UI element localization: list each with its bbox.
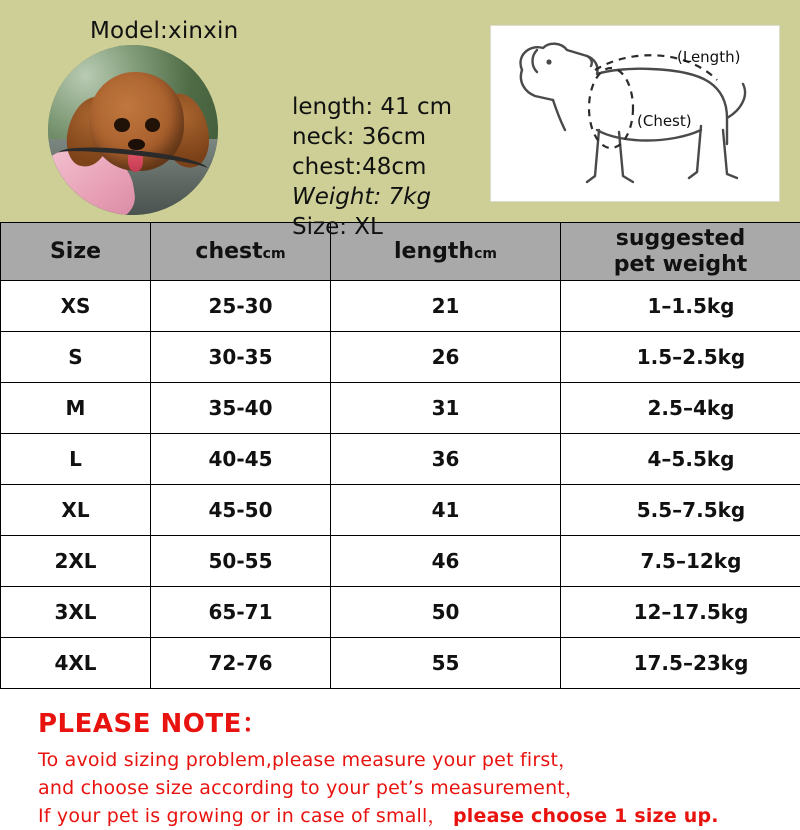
- table-row: [1, 434, 800, 485]
- spec-length: length: 41 cm: [292, 92, 480, 122]
- spec-weight: Weight: 7kg: [292, 182, 480, 212]
- spec-list: [292, 92, 480, 242]
- spec-size: Size: XL: [292, 212, 480, 242]
- cell-size: XS: [1, 281, 151, 332]
- cell-chest: 45-50: [151, 485, 331, 536]
- cell-length: 21: [331, 281, 561, 332]
- pet-photo: [48, 45, 218, 215]
- cell-chest: 65-71: [151, 587, 331, 638]
- table-row: [1, 587, 800, 638]
- cell-size: 2XL: [1, 536, 151, 587]
- cell-chest: 35-40: [151, 383, 331, 434]
- cell-length: 50: [331, 587, 561, 638]
- cell-size: S: [1, 332, 151, 383]
- cell-chest: 72-76: [151, 638, 331, 689]
- cell-size: 3XL: [1, 587, 151, 638]
- measurement-diagram: [490, 25, 780, 202]
- cell-weight: 7.5–12kg: [561, 536, 800, 587]
- size-table: [0, 222, 800, 689]
- cell-weight: 2.5–4kg: [561, 383, 800, 434]
- note-line-3-strong: please choose 1 size up.: [453, 805, 719, 827]
- cell-length: 55: [331, 638, 561, 689]
- cell-chest: 50-55: [151, 536, 331, 587]
- note-line-2: and choose size according to your pet’s measurement，: [38, 774, 800, 802]
- table-row: [1, 638, 800, 689]
- header-weight: suggested pet weight: [561, 223, 800, 281]
- table-row: [1, 281, 800, 332]
- table-row: [1, 485, 800, 536]
- cell-weight: 5.5–7.5kg: [561, 485, 800, 536]
- diagram-chest-label: (Chest): [637, 112, 692, 130]
- diagram-length-label: (Length): [677, 48, 740, 66]
- cell-size: XL: [1, 485, 151, 536]
- note-title: PLEASE NOTE：: [38, 703, 800, 740]
- cell-size: M: [1, 383, 151, 434]
- table-row: [1, 383, 800, 434]
- table-row: [1, 332, 800, 383]
- cell-weight: 4–5.5kg: [561, 434, 800, 485]
- note-line-1: To avoid sizing problem,please measure your pet first，: [38, 746, 800, 774]
- top-panel: [0, 0, 800, 222]
- cell-chest: 25-30: [151, 281, 331, 332]
- header-length-unit: cm: [474, 246, 497, 262]
- spec-neck: neck: 36cm: [292, 122, 480, 152]
- header-chest-unit: cm: [263, 246, 286, 262]
- cell-length: 26: [331, 332, 561, 383]
- cell-size: 4XL: [1, 638, 151, 689]
- cell-weight: 1.5–2.5kg: [561, 332, 800, 383]
- model-label: Model:xinxin: [90, 18, 480, 44]
- cell-weight: 1–1.5kg: [561, 281, 800, 332]
- cell-length: 31: [331, 383, 561, 434]
- cell-length: 46: [331, 536, 561, 587]
- header-length: lengthcm: [331, 223, 561, 281]
- model-block: [0, 0, 480, 222]
- cell-weight: 17.5–23kg: [561, 638, 800, 689]
- dog-outline-icon: [491, 26, 779, 201]
- cell-size: L: [1, 434, 151, 485]
- please-note-block: [0, 689, 800, 830]
- cell-weight: 12–17.5kg: [561, 587, 800, 638]
- cell-length: 41: [331, 485, 561, 536]
- header-chest: chestcm: [151, 223, 331, 281]
- spec-chest: chest:48cm: [292, 152, 480, 182]
- header-size: Size: [1, 223, 151, 281]
- note-line-3: [38, 802, 800, 830]
- cell-chest: 40-45: [151, 434, 331, 485]
- cell-chest: 30-35: [151, 332, 331, 383]
- note-line-3-plain: If your pet is growing or in case of small，: [38, 805, 447, 827]
- table-row: [1, 536, 800, 587]
- cell-length: 36: [331, 434, 561, 485]
